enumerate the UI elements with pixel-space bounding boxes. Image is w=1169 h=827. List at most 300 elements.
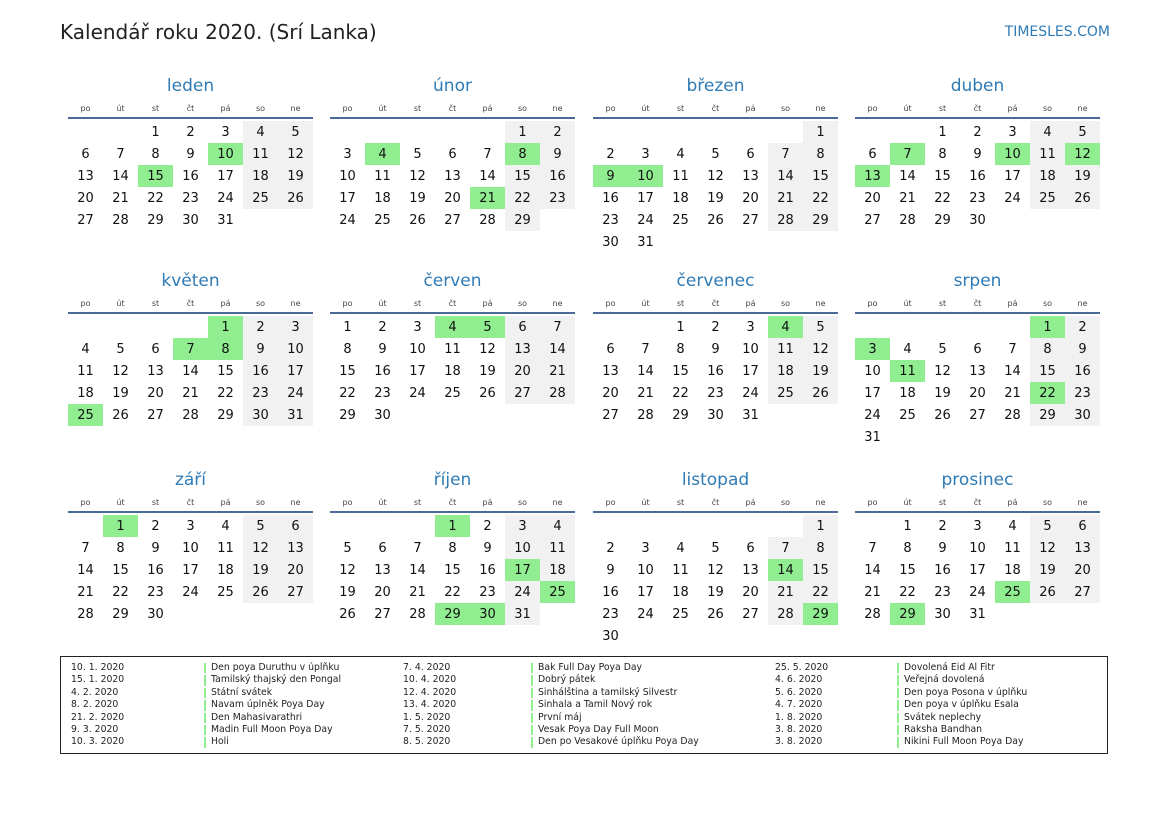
- day-cell: 7: [116, 146, 125, 162]
- day-cell: 2: [606, 540, 615, 556]
- holiday-day-cell: 4: [365, 143, 400, 165]
- day-cell: 7: [641, 341, 650, 357]
- day-cell: 11: [540, 537, 575, 559]
- empty-day-cell: [628, 121, 663, 143]
- header-divider: [593, 312, 838, 314]
- weekday-label: pá: [482, 103, 493, 113]
- weekday-label: pá: [220, 103, 231, 113]
- weekday-label: ne: [552, 497, 563, 507]
- day-cell: 21: [768, 187, 803, 209]
- day-cell: 13: [278, 537, 313, 559]
- day-cell: 3: [1008, 124, 1017, 140]
- holiday-day-cell: 8: [208, 338, 243, 360]
- weekday-label: čt: [448, 497, 457, 507]
- day-cell: 13: [147, 363, 164, 379]
- day-cell: 10: [969, 540, 986, 556]
- day-cell: 19: [243, 559, 278, 581]
- day-cell: 24: [969, 584, 986, 600]
- day-cell: 7: [768, 537, 803, 559]
- day-cell: 11: [1004, 540, 1021, 556]
- empty-day-cell: [435, 121, 470, 143]
- day-cell: 18: [540, 559, 575, 581]
- day-cell: 24: [1004, 190, 1021, 206]
- weekday-label: ne: [1077, 497, 1088, 507]
- day-cell: 13: [742, 168, 759, 184]
- holiday-name: Navam úplněk Poya Day: [211, 699, 325, 711]
- holiday-date: 10. 1. 2020: [71, 662, 125, 673]
- site-link[interactable]: TIMESLES.COM: [1004, 24, 1110, 40]
- header-divider: [855, 117, 1100, 119]
- weekday-label: čt: [186, 497, 195, 507]
- weekday-label: ne: [290, 103, 301, 113]
- empty-day-cell: [925, 426, 960, 448]
- day-cell: 2: [483, 518, 492, 534]
- day-grid: [330, 515, 575, 625]
- weekday-label: pá: [745, 298, 756, 308]
- day-cell: 27: [1065, 581, 1100, 603]
- weekday-label: so: [255, 298, 266, 308]
- day-cell: 20: [278, 559, 313, 581]
- legend-row: [775, 712, 1095, 724]
- day-cell: 18: [374, 190, 391, 206]
- weekday-label: čt: [973, 103, 982, 113]
- day-cell: 27: [969, 407, 986, 423]
- day-cell: 29: [934, 212, 951, 228]
- empty-day-cell: [243, 603, 278, 625]
- day-cell: 9: [483, 540, 492, 556]
- holiday-name: Den Mahasivarathri: [211, 711, 303, 723]
- day-cell: 7: [81, 540, 90, 556]
- day-cell: 17: [409, 363, 426, 379]
- day-cell: 6: [868, 146, 877, 162]
- weekday-label: st: [676, 103, 685, 113]
- holiday-name: Den po Vesakové úplňku Poya Day: [538, 736, 699, 748]
- day-cell: 29: [339, 407, 356, 423]
- day-cell: 27: [602, 407, 619, 423]
- day-cell: 1: [151, 124, 160, 140]
- day-cell: 27: [278, 581, 313, 603]
- day-cell: 19: [934, 385, 951, 401]
- day-cell: 7: [1008, 341, 1017, 357]
- empty-day-cell: [593, 515, 628, 537]
- header-divider: [68, 312, 313, 314]
- legend-column: [775, 662, 1095, 749]
- weekday-header: [593, 295, 838, 311]
- weekday-label: ne: [552, 103, 563, 113]
- empty-day-cell: [995, 426, 1030, 448]
- legend-row: [403, 699, 723, 711]
- weekday-label: po: [80, 298, 91, 308]
- day-cell: 30: [934, 606, 951, 622]
- weekday-label: ne: [1077, 103, 1088, 113]
- legend-row: [71, 712, 391, 724]
- month-srpen: [855, 267, 1100, 448]
- day-cell: 11: [1030, 143, 1065, 165]
- day-cell: 21: [864, 584, 881, 600]
- day-cell: 23: [374, 385, 391, 401]
- empty-day-cell: [733, 231, 768, 253]
- weekday-label: út: [378, 298, 387, 308]
- legend-row: [71, 699, 391, 711]
- day-cell: 8: [938, 146, 947, 162]
- weekday-label: út: [641, 103, 650, 113]
- day-cell: 22: [803, 187, 838, 209]
- weekday-label: st: [938, 298, 947, 308]
- day-cell: 23: [707, 385, 724, 401]
- day-cell: 15: [803, 559, 838, 581]
- legend-row: [71, 724, 391, 736]
- day-cell: 24: [182, 584, 199, 600]
- weekday-header: [330, 295, 575, 311]
- day-cell: 11: [77, 363, 94, 379]
- day-cell: 31: [864, 429, 881, 445]
- day-cell: 26: [112, 407, 129, 423]
- holiday-name: Dobrý pátek: [538, 674, 596, 686]
- day-cell: 20: [1065, 559, 1100, 581]
- weekday-header: [855, 100, 1100, 116]
- day-cell: 3: [973, 518, 982, 534]
- weekday-header: [593, 494, 838, 510]
- day-cell: 13: [742, 562, 759, 578]
- holiday-date: 7. 5. 2020: [403, 723, 451, 735]
- day-cell: 31: [217, 212, 234, 228]
- day-cell: 23: [1065, 382, 1100, 404]
- weekday-label: ne: [1077, 298, 1088, 308]
- weekday-label: út: [641, 497, 650, 507]
- day-cell: 8: [676, 341, 685, 357]
- day-cell: 5: [278, 121, 313, 143]
- day-cell: 24: [742, 385, 759, 401]
- day-cell: 4: [903, 341, 912, 357]
- day-cell: 10: [409, 341, 426, 357]
- day-cell: 23: [147, 584, 164, 600]
- holiday-day-cell: 9: [593, 165, 628, 187]
- day-cell: 26: [339, 606, 356, 622]
- day-cell: 19: [707, 190, 724, 206]
- day-grid: [330, 121, 575, 231]
- holiday-name: První máj: [538, 711, 582, 723]
- day-cell: 6: [278, 515, 313, 537]
- holiday-date: 10. 3. 2020: [71, 736, 125, 748]
- weekday-header: [593, 100, 838, 116]
- day-cell: 3: [641, 146, 650, 162]
- day-cell: 7: [413, 540, 422, 556]
- holiday-day-cell: 11: [890, 360, 925, 382]
- day-cell: 6: [81, 146, 90, 162]
- empty-day-cell: [803, 404, 838, 426]
- day-cell: 25: [444, 385, 461, 401]
- weekday-label: st: [413, 497, 422, 507]
- empty-day-cell: [470, 404, 505, 426]
- day-cell: 30: [602, 234, 619, 250]
- day-cell: 30: [243, 404, 278, 426]
- weekday-label: st: [413, 103, 422, 113]
- empty-day-cell: [960, 316, 995, 338]
- holiday-legend: [60, 656, 1108, 754]
- day-cell: 18: [243, 165, 278, 187]
- holiday-date: 13. 4. 2020: [403, 699, 457, 711]
- weekday-label: pá: [745, 497, 756, 507]
- day-cell: 17: [339, 190, 356, 206]
- day-cell: 23: [182, 190, 199, 206]
- day-cell: 26: [243, 581, 278, 603]
- weekday-label: so: [1042, 103, 1053, 113]
- legend-row: [775, 724, 1095, 736]
- weekday-label: čt: [973, 298, 982, 308]
- day-cell: 2: [151, 518, 160, 534]
- day-cell: 22: [112, 584, 129, 600]
- holiday-marker: [531, 737, 533, 747]
- empty-day-cell: [663, 121, 698, 143]
- day-cell: 1: [803, 121, 838, 143]
- day-cell: 10: [864, 363, 881, 379]
- month-červen: [330, 267, 575, 426]
- day-cell: 5: [343, 540, 352, 556]
- holiday-marker: [531, 675, 533, 685]
- weekday-label: út: [378, 497, 387, 507]
- day-cell: 29: [672, 407, 689, 423]
- day-cell: 1: [676, 319, 685, 335]
- day-cell: 5: [413, 146, 422, 162]
- month-name: září: [174, 470, 207, 490]
- holiday-marker: [204, 663, 206, 673]
- header-divider: [855, 511, 1100, 513]
- empty-day-cell: [733, 515, 768, 537]
- day-cell: 15: [672, 363, 689, 379]
- legend-row: [775, 674, 1095, 686]
- header-divider: [330, 312, 575, 314]
- day-cell: 13: [602, 363, 619, 379]
- month-září: [68, 466, 313, 625]
- day-cell: 12: [339, 562, 356, 578]
- day-cell: 5: [711, 540, 720, 556]
- weekday-label: út: [378, 103, 387, 113]
- day-cell: 18: [217, 562, 234, 578]
- day-cell: 2: [243, 316, 278, 338]
- day-cell: 10: [278, 338, 313, 360]
- weekday-label: ne: [552, 298, 563, 308]
- day-cell: 25: [374, 212, 391, 228]
- holiday-day-cell: 1: [435, 515, 470, 537]
- day-cell: 26: [707, 606, 724, 622]
- weekday-label: st: [938, 497, 947, 507]
- day-cell: 14: [899, 168, 916, 184]
- holiday-marker: [897, 675, 899, 685]
- holiday-name: Sinhálština a tamilský Silvestr: [538, 686, 678, 698]
- day-cell: 9: [151, 540, 160, 556]
- holiday-day-cell: 5: [470, 316, 505, 338]
- day-cell: 16: [602, 584, 619, 600]
- day-cell: 27: [742, 606, 759, 622]
- holiday-marker: [204, 737, 206, 747]
- day-cell: 14: [1004, 363, 1021, 379]
- day-cell: 17: [278, 360, 313, 382]
- weekday-label: po: [867, 298, 878, 308]
- empty-day-cell: [698, 515, 733, 537]
- day-cell: 21: [899, 190, 916, 206]
- empty-day-cell: [663, 231, 698, 253]
- day-cell: 10: [182, 540, 199, 556]
- day-cell: 3: [186, 518, 195, 534]
- day-cell: 7: [540, 316, 575, 338]
- day-cell: 21: [112, 190, 129, 206]
- day-cell: 12: [243, 537, 278, 559]
- day-cell: 15: [339, 363, 356, 379]
- day-cell: 1: [803, 515, 838, 537]
- holiday-name: Vesak Poya Day Full Moon: [538, 723, 659, 735]
- holiday-name: Madin Full Moon Poya Day: [211, 723, 333, 735]
- empty-day-cell: [540, 209, 575, 231]
- weekday-label: čt: [448, 298, 457, 308]
- month-duben: [855, 72, 1100, 231]
- weekday-label: so: [780, 298, 791, 308]
- weekday-label: so: [1042, 298, 1053, 308]
- day-cell: 5: [711, 146, 720, 162]
- day-cell: 25: [768, 382, 803, 404]
- day-cell: 20: [602, 385, 619, 401]
- weekday-label: po: [342, 103, 353, 113]
- holiday-day-cell: 7: [173, 338, 208, 360]
- day-cell: 9: [606, 562, 615, 578]
- empty-day-cell: [768, 121, 803, 143]
- day-cell: 14: [409, 562, 426, 578]
- empty-day-cell: [1030, 426, 1065, 448]
- day-cell: 3: [413, 319, 422, 335]
- header-divider: [68, 511, 313, 513]
- month-leden: [68, 72, 313, 231]
- day-cell: 27: [147, 407, 164, 423]
- day-cell: 18: [899, 385, 916, 401]
- day-cell: 13: [374, 562, 391, 578]
- weekday-label: út: [903, 298, 912, 308]
- day-cell: 28: [1004, 407, 1021, 423]
- day-cell: 8: [803, 537, 838, 559]
- empty-day-cell: [68, 121, 103, 143]
- weekday-label: st: [676, 298, 685, 308]
- weekday-label: po: [80, 497, 91, 507]
- day-cell: 10: [742, 341, 759, 357]
- day-cell: 14: [77, 562, 94, 578]
- holiday-marker: [204, 700, 206, 710]
- holiday-day-cell: 17: [505, 559, 540, 581]
- empty-day-cell: [698, 121, 733, 143]
- day-cell: 28: [768, 209, 803, 231]
- empty-day-cell: [768, 404, 803, 426]
- empty-day-cell: [278, 603, 313, 625]
- weekday-label: út: [641, 298, 650, 308]
- day-cell: 25: [217, 584, 234, 600]
- weekday-label: ne: [815, 298, 826, 308]
- day-cell: 27: [444, 212, 461, 228]
- day-cell: 19: [803, 360, 838, 382]
- day-cell: 14: [768, 165, 803, 187]
- holiday-date: 8. 2. 2020: [71, 699, 119, 711]
- weekday-label: so: [517, 298, 528, 308]
- weekday-label: ne: [815, 497, 826, 507]
- weekday-label: čt: [186, 298, 195, 308]
- legend-row: [71, 687, 391, 699]
- empty-day-cell: [995, 316, 1030, 338]
- day-cell: 4: [1008, 518, 1017, 534]
- weekday-label: čt: [186, 103, 195, 113]
- empty-day-cell: [628, 316, 663, 338]
- day-cell: 6: [1065, 515, 1100, 537]
- empty-day-cell: [1030, 209, 1065, 231]
- day-cell: 20: [864, 190, 881, 206]
- day-cell: 11: [444, 341, 461, 357]
- day-cell: 23: [479, 584, 496, 600]
- holiday-name: Svátek neplechy: [904, 711, 982, 723]
- day-cell: 22: [899, 584, 916, 600]
- empty-day-cell: [925, 316, 960, 338]
- month-květen: [68, 267, 313, 426]
- holiday-name: Státní svátek: [211, 686, 273, 698]
- day-cell: 25: [899, 407, 916, 423]
- month-listopad: [593, 466, 838, 647]
- legend-row: [775, 662, 1095, 674]
- day-cell: 27: [77, 212, 94, 228]
- legend-row: [403, 724, 723, 736]
- holiday-marker: [531, 700, 533, 710]
- month-name: leden: [166, 76, 215, 96]
- legend-row: [403, 662, 723, 674]
- holiday-day-cell: 25: [68, 404, 103, 426]
- day-cell: 21: [409, 584, 426, 600]
- empty-day-cell: [855, 316, 890, 338]
- holiday-name: Den poya Posona v úplňku: [904, 686, 1028, 698]
- holiday-name: Holi: [211, 736, 229, 748]
- day-cell: 13: [969, 363, 986, 379]
- day-cell: 16: [479, 562, 496, 578]
- day-cell: 11: [672, 168, 689, 184]
- header-divider: [68, 117, 313, 119]
- weekday-label: pá: [745, 103, 756, 113]
- month-name: květen: [161, 271, 220, 291]
- holiday-name: Den poya Duruthu v úplňku: [211, 662, 340, 673]
- weekday-label: pá: [1007, 103, 1018, 113]
- day-cell: 24: [505, 581, 540, 603]
- day-cell: 6: [151, 341, 160, 357]
- month-name: prosinec: [941, 470, 1014, 490]
- day-cell: 26: [409, 212, 426, 228]
- day-grid: [593, 515, 838, 647]
- day-cell: 1: [343, 319, 352, 335]
- day-cell: 1: [938, 124, 947, 140]
- empty-day-cell: [593, 121, 628, 143]
- day-cell: 27: [505, 382, 540, 404]
- legend-column: [71, 662, 391, 749]
- day-cell: 25: [1030, 187, 1065, 209]
- legend-row: [71, 674, 391, 686]
- weekday-label: po: [342, 497, 353, 507]
- legend-row: [775, 699, 1095, 711]
- empty-day-cell: [1030, 603, 1065, 625]
- day-cell: 28: [768, 603, 803, 625]
- day-cell: 29: [217, 407, 234, 423]
- empty-day-cell: [138, 316, 173, 338]
- day-cell: 6: [973, 341, 982, 357]
- holiday-marker: [897, 737, 899, 747]
- holiday-marker: [897, 725, 899, 735]
- day-cell: 28: [540, 382, 575, 404]
- weekday-label: čt: [711, 103, 720, 113]
- day-cell: 4: [676, 540, 685, 556]
- holiday-date: 21. 2. 2020: [71, 711, 125, 723]
- day-cell: 2: [540, 121, 575, 143]
- weekday-label: so: [255, 103, 266, 113]
- weekday-label: st: [151, 103, 160, 113]
- day-grid: [68, 121, 313, 231]
